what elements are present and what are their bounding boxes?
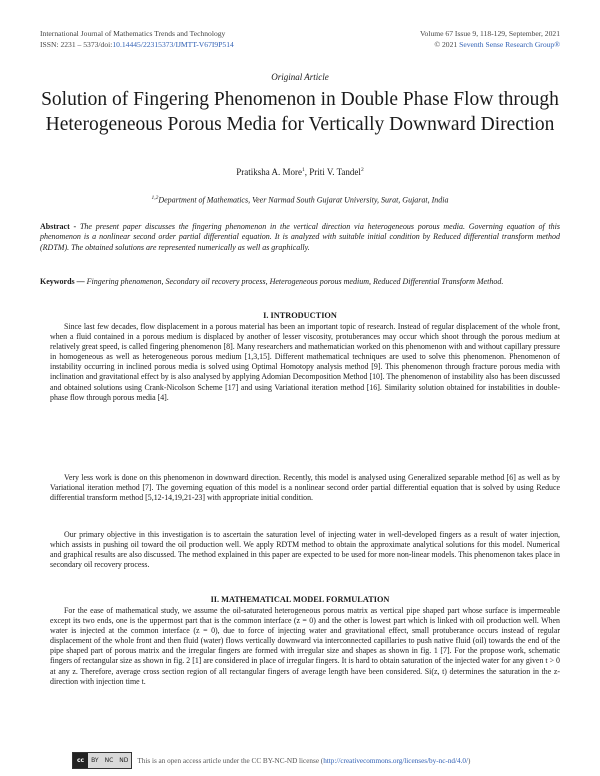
abstract [40,222,560,253]
author-2-mark: 2 [360,167,364,173]
keywords-label: Keywords — [40,277,85,286]
paper-title: Solution of Fingering Phenomenon in Double Phase Flow through Heterogeneous Porous Media for Vertically Downward Direction [41,89,559,135]
author-2: Priti V. Tandel [309,167,361,177]
author-1: Pratiksha A. More [236,167,303,177]
section-heading-model: II. MATHEMATICAL MODEL FORMULATION [210,595,390,604]
abstract-text: The present paper discusses the fingering phenomenon in the vertical direction via heterogeneous porous media. Governing equation of this phenomenon is a nonlinear second order partial differential equation. It is analyzed with suitable initial condition by Reduced differential transform method (RDTM). The obtained solutions are represented numerically as well as graphically. [40,222,561,252]
affiliation: Department of Mathematics, Veer Narmad South Gujarat University, Surat, Gujarat, India [158,195,449,205]
keywords-text: Fingering phenomenon, Secondary oil recovery process, Heterogeneous porous medium, Reduced Differential Transform Method. [84,277,504,286]
license-text-prefix: This is an open access article under the CC BY-NC-ND license ( [137,756,324,765]
author-line [0,167,600,177]
volume-info: Volume 67 Issue 9, 118-129, September, 2021 [420,29,560,38]
model-paragraph-1: For the ease of mathematical study, we assume the oil-saturated heterogeneous porous matrix as vertical pipe shaped part whose surface is impermeable except its two ends, one is the uppermost part that is the common interface (z = 0) and the other is lowest part which is linked with oil production well. When water is injected at the common interface (z = 0), due to force of injecting water and gravitational effect, small protuberance occurs instead of regular displacement of the whole front and then fluid (water) flows vertically downward via interconnected capillaries to push native fluid (oil) towards the end of the pipe shaped part of porous matrix and the irregular fingers are formed with irregular size and shapes as shown in fig. 1 [7]. For the propose work, schematic fingers of rectangular size as shown in fig. 2 [1] are considered in place of irregular fingers. It is hard to obtain saturation of the injected water for any given t > 0 at any z. Therefore, average cross section region of all rectangular fingers of average length have been considered. Si(z, t) determines the saturation in the z-direction with injection time t. [50,606,560,686]
author-1-mark: 1 [302,167,305,173]
article-type: Original Article [271,72,329,82]
doi-link[interactable]: 10.14445/22315373/IJMTT-V67I9P514 [112,40,234,49]
intro-paragraph-2: Very less work is done on this phenomenon in downward direction. Recently, this model is analysed using Generalized separable method [6] as well as by Variational iteration method [7]. The governing equation of this model is a nonlinear second order partial differential equation that is solved by using Reduce differential transform method [5,12-14,19,21-23] with appropriate initial condition. [50,473,560,503]
keywords [40,277,560,287]
intro-paragraph-1: Since last few decades, flow displacement in a porous material has been an important topic of research. Instead of regular displacement of the whole front, when a fluid contained in a porous medium is displaced by another of lesser viscosity, protuberances may occur which shoot through the porous medium at relatively great speed, is called fingering phenomenon [8]. Many researchers and mathematician worked on this phenomenon with and without capillary pressure in homogeneous as well as heterogeneous porous medium [1,3,15]. Different mathematical techniques are used to solve this phenomenon. Phenomenon of instability occurring in inclined porous media is solved using Optimal Homotopy analysis method [9]. This phenomenon through fracture porous media with inclination and gravitational effect by is also analysed by applying Adomian Decomposition Method [10]. The phenomenon of instability also has been discussed and obtained solutions using Crank-Nicolson Scheme [17] and using Variational iteration method [16]. Similarity solution obtained for instabilities in double-phase flow through porous media [4]. [50,322,560,402]
intro-paragraph-3: Our primary objective in this investigation is to ascertain the saturation level of injecting water in well-developed fingers as a result of water injection, which assists in pushing oil toward the oil production well. We apply RDTM method to obtain the approximate analytical solutions for this model. Numerical and graphical results are also discussed. The method explained in this paper are expected to be used for more non-linear models. This phenomenon takes place in secondary oil recovery process. [50,530,560,570]
affiliation-line [0,195,600,205]
running-header-right [420,28,560,50]
cc-by-icon: BY [88,753,101,768]
issn-doi-line [40,39,234,50]
license-footer [72,752,572,769]
copyright-line [420,39,560,50]
abstract-label: Abstract - [40,222,77,231]
cc-nd-icon: ND [116,753,131,768]
license-text [137,757,470,765]
affiliation-mark: 1,2 [151,195,159,201]
publisher-link[interactable]: Seventh Sense Research Group® [459,40,560,49]
author-separator: , [304,167,310,177]
license-text-suffix: ) [468,756,471,765]
license-url-link[interactable]: http://creativecommons.org/licenses/by-nc-nd/4.0/ [323,756,468,765]
section-heading-introduction: I. INTRODUCTION [263,311,337,320]
issn-prefix: ISSN: 2231 – 5373/doi: [40,40,113,49]
cc-license-badge[interactable] [72,752,132,769]
running-header-left [40,28,234,50]
cc-logo-icon: cc [73,753,88,768]
copyright-prefix: © 2021 [434,40,458,49]
journal-name: International Journal of Mathematics Trends and Technology [40,29,226,38]
cc-nc-icon: NC [102,753,117,768]
